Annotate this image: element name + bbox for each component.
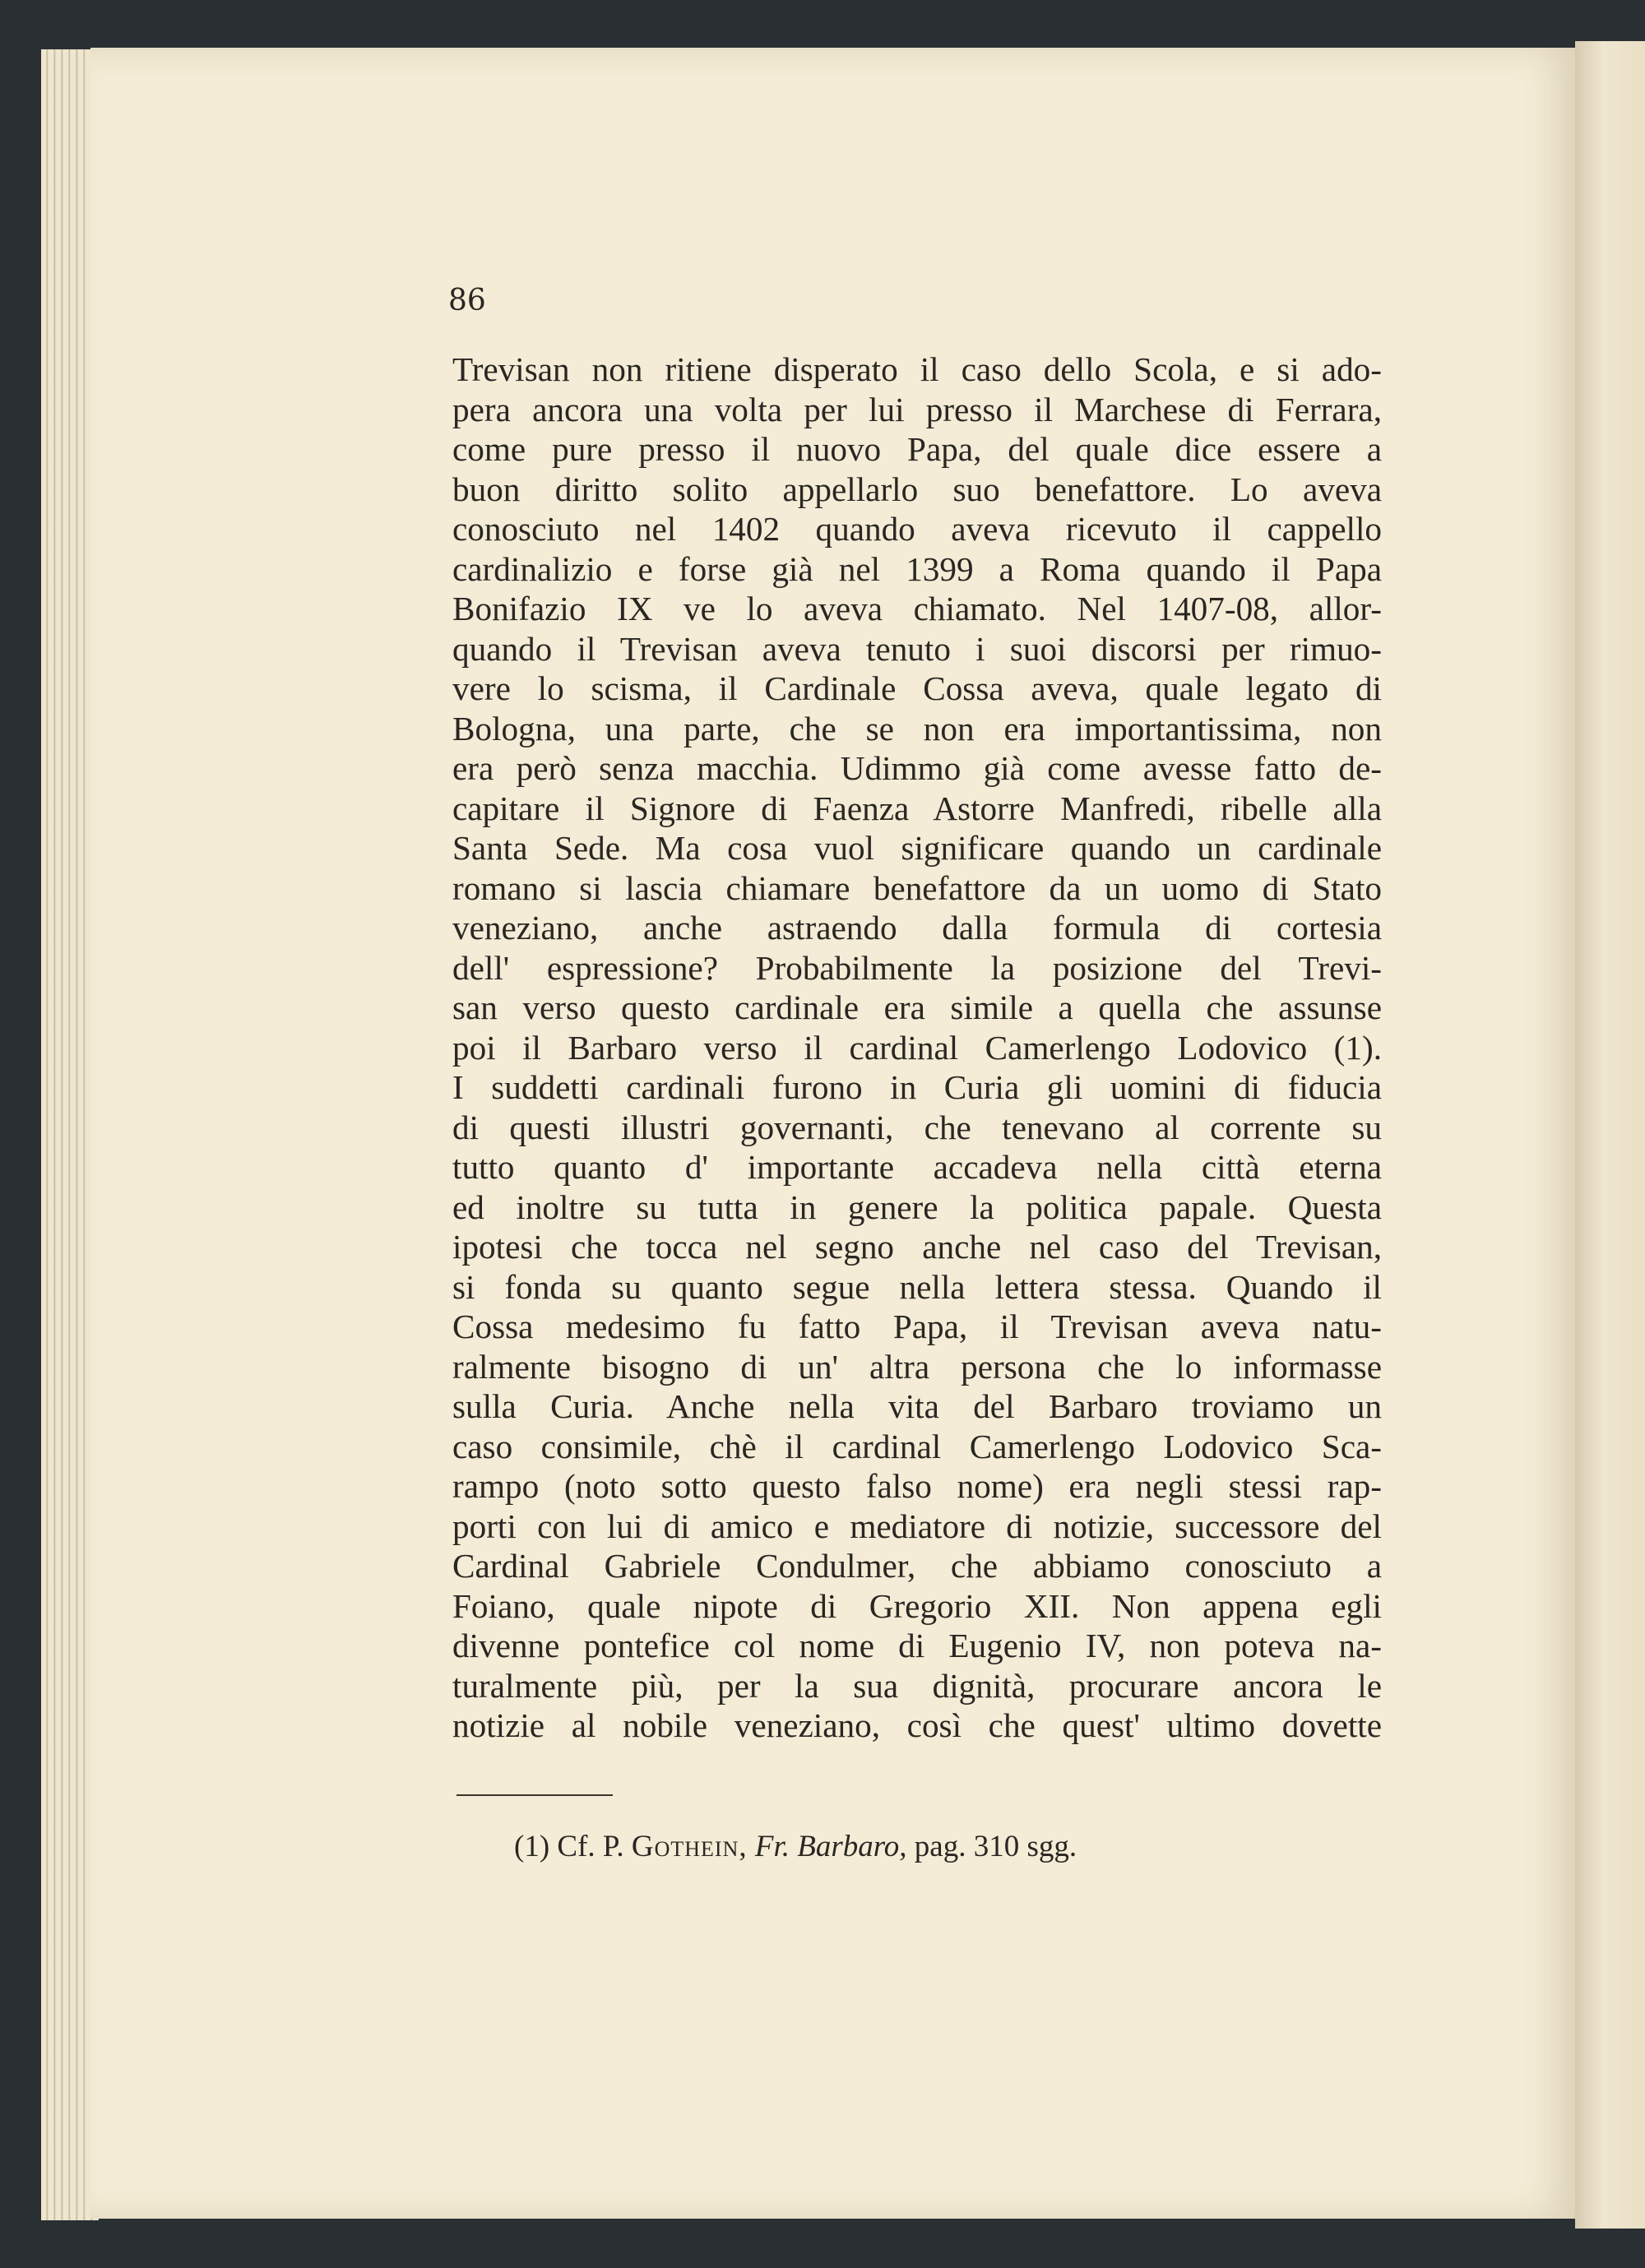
- text-line: turalmente più, per la sua dignità, procurare ancora le: [452, 1666, 1382, 1705]
- text-line: conosciuto nel 1402 quando aveva ricevuto il cappello: [452, 510, 1382, 548]
- text-line: pera ancora una volta per lui presso il Marchese di Ferrara,: [452, 390, 1382, 428]
- body-text: [452, 349, 1382, 1746]
- text-line: sulla Curia. Anche nella vita del Barbaro troviamo un: [452, 1387, 1382, 1425]
- text-line: capitare il Signore di Faenza Astorre Manfredi, ribelle alla: [452, 789, 1382, 827]
- text-line: come pure presso il nuovo Papa, del quale dice essere a: [452, 430, 1382, 468]
- text-line: vere lo scisma, il Cardinale Cossa aveva, quale legato di: [452, 669, 1382, 707]
- text-line: caso consimile, chè il cardinal Camerlengo Lodovico Sca-: [452, 1427, 1382, 1465]
- text-line: porti con lui di amico e mediatore di notizie, successore del: [452, 1507, 1382, 1545]
- text-line: romano si lascia chiamare benefattore da un uomo di Stato: [452, 868, 1382, 907]
- text-line: tutto quanto d' importante accadeva nella città eterna: [452, 1148, 1382, 1186]
- footnote-marker: (1) Cf. P.: [514, 1830, 624, 1863]
- footnote: [514, 1829, 1077, 1864]
- text-line: ipotesi che tocca nel segno anche nel caso del Trevisan,: [452, 1228, 1382, 1266]
- text-line: era però senza macchia. Udimmo già come avesse fatto de-: [452, 749, 1382, 787]
- text-line: buon diritto solito appellarlo suo benefattore. Lo aveva: [452, 470, 1382, 508]
- text-line: notizie al nobile veneziano, così che quest' ultimo dovette: [452, 1706, 1382, 1744]
- text-line: cardinalizio e forse già nel 1399 a Roma quando il Papa: [452, 549, 1382, 588]
- text-line: Cardinal Gabriele Condulmer, che abbiamo conosciuto a: [452, 1547, 1382, 1585]
- text-line: Cossa medesimo fu fatto Papa, il Trevisan aveva natu-: [452, 1308, 1382, 1345]
- text-line: poi il Barbaro verso il cardinal Camerlengo Lodovico (1).: [452, 1028, 1382, 1067]
- text-line: Bonifazio IX ve lo aveva chiamato. Nel 1407-08, allor-: [452, 590, 1382, 627]
- text-line: ed inoltre su tutta in genere la politica papale. Questa: [452, 1187, 1382, 1226]
- text-line: quando il Trevisan aveva tenuto i suoi discorsi per rimuo-: [452, 629, 1382, 668]
- page-number: 86: [448, 284, 486, 317]
- text-line: divenne pontefice col nome di Eugenio IV, non poteva na-: [452, 1627, 1382, 1664]
- footnote-divider: [456, 1794, 613, 1796]
- text-line: di questi illustri governanti, che tenevano al corrente su: [452, 1108, 1382, 1146]
- text-line: dell' espressione? Probabilmente la posizione del Trevi-: [452, 948, 1382, 987]
- book-gutter: [1575, 41, 1645, 2229]
- text-line: I suddetti cardinali furono in Curia gli uomini di fiducia: [452, 1068, 1382, 1106]
- footnote-title: Fr. Barbaro,: [754, 1830, 907, 1863]
- text-line: veneziano, anche astraendo dalla formula di cortesia: [452, 909, 1382, 947]
- text-line: Bologna, una parte, che se non era importantissima, non: [452, 709, 1382, 748]
- text-line: Trevisan non ritiene disperato il caso dello Scola, e si ado-: [452, 350, 1382, 388]
- text-line: rampo (noto sotto questo falso nome) era negli stessi rap-: [452, 1467, 1382, 1505]
- text-line: ralmente bisogno di un' altra persona che lo informasse: [452, 1347, 1382, 1386]
- footnote-author: Gothein,: [631, 1830, 748, 1863]
- text-line: san verso questo cardinale era simile a quella che assunse: [452, 988, 1382, 1026]
- footnote-pages: pag. 310 sgg.: [914, 1830, 1077, 1863]
- text-line: Santa Sede. Ma cosa vuol significare quando un cardinale: [452, 829, 1382, 867]
- text-line: Foiano, quale nipote di Gregorio XII. Non appena egli: [452, 1586, 1382, 1625]
- text-line: si fonda su quanto segue nella lettera stessa. Quando il: [452, 1267, 1382, 1306]
